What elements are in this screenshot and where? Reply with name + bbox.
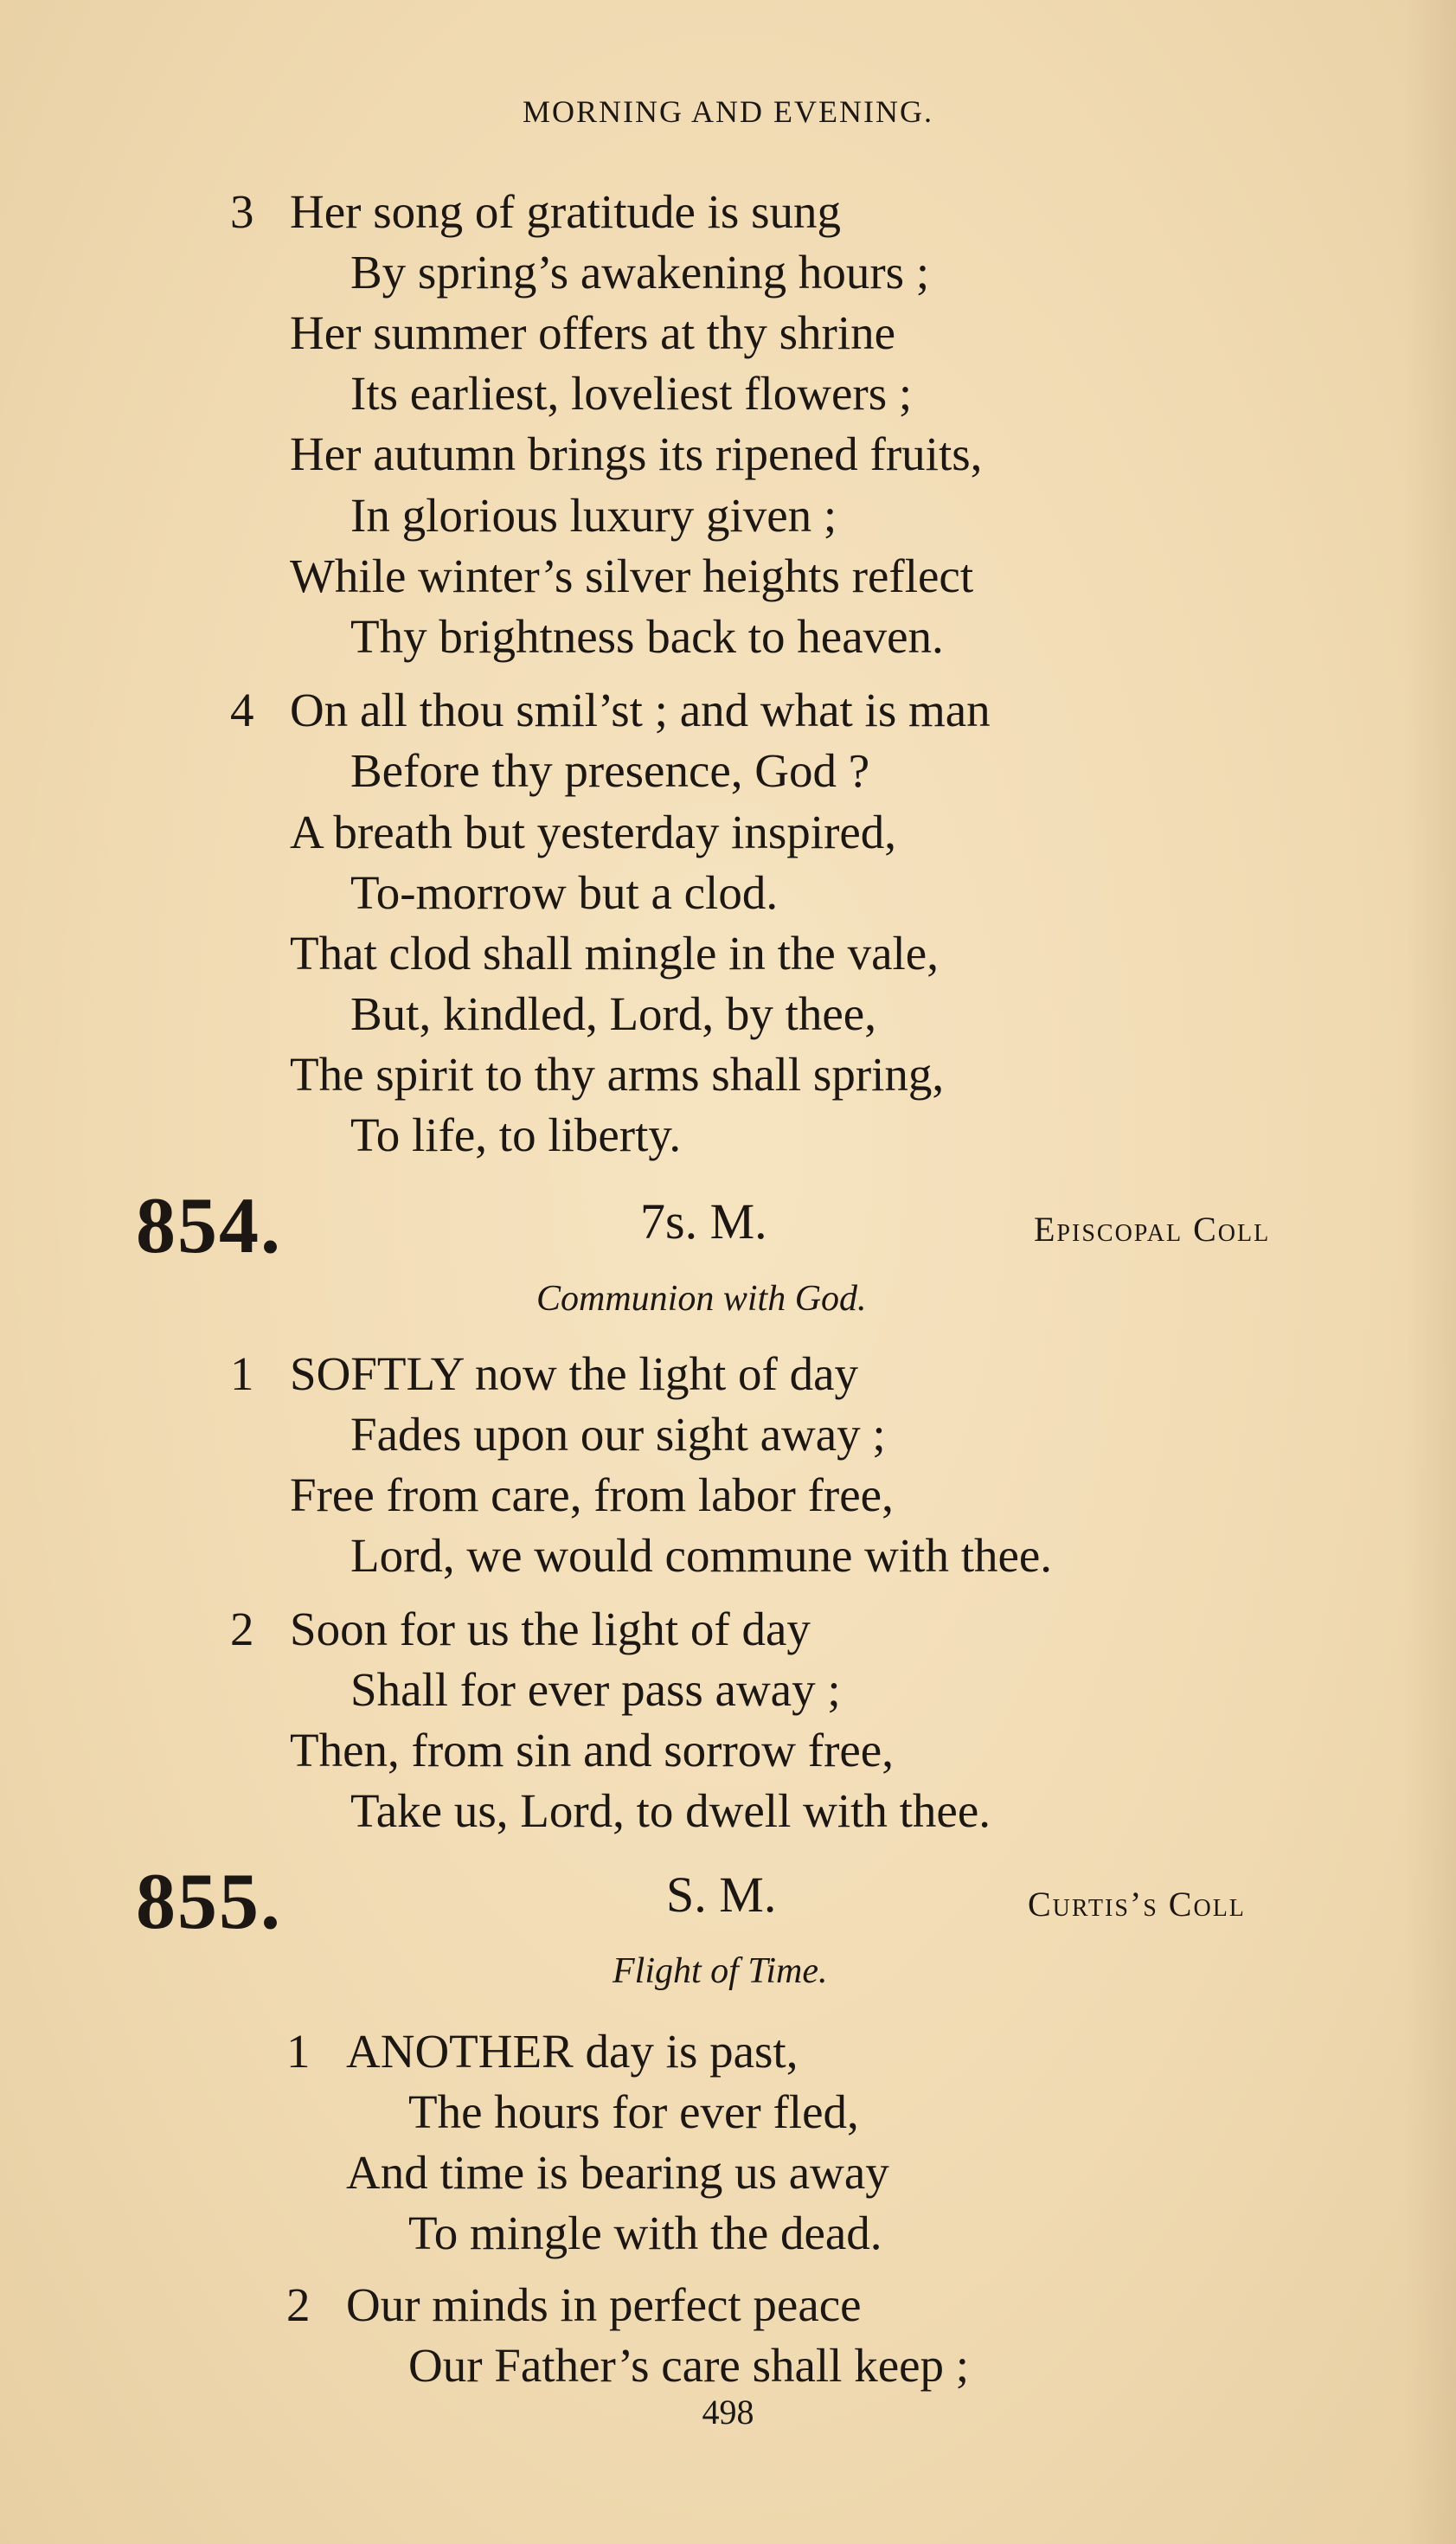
verse-line: Her autumn brings its ripened fruits, xyxy=(290,427,983,480)
stanza-number: 3 xyxy=(230,185,254,238)
verse-line: The spirit to thy arms shall spring, xyxy=(290,1048,945,1101)
verse-line: By spring’s awakening hours ; xyxy=(350,246,930,299)
verse-line: Soon for us the light of day xyxy=(290,1603,811,1655)
verse-line: While winter’s silver heights reflect xyxy=(290,549,974,602)
hymn-number: 854. xyxy=(136,1181,282,1269)
stanza-number: 2 xyxy=(286,2278,311,2331)
hymn-subject: Communion with God. xyxy=(536,1279,867,1319)
page-edge-shadow xyxy=(1404,0,1456,2544)
verse-line: Her summer offers at thy shrine xyxy=(290,306,896,359)
stanza-number: 1 xyxy=(230,1347,254,1400)
hymn-subject: Flight of Time. xyxy=(613,1951,828,1991)
verse-line: Shall for ever pass away ; xyxy=(350,1663,841,1716)
hymn-source: Curtis’s Coll xyxy=(1028,1885,1246,1924)
verse-line: Our minds in perfect peace xyxy=(346,2278,862,2331)
verse-line: To mingle with the dead. xyxy=(408,2207,882,2259)
verse-line: To life, to liberty. xyxy=(350,1108,682,1161)
verse-line: ANOTHER day is past, xyxy=(346,2025,799,2078)
verse-line: The hours for ever fled, xyxy=(408,2085,859,2138)
verse-line: But, kindled, Lord, by thee, xyxy=(350,987,876,1040)
verse-line: Its earliest, loveliest flowers ; xyxy=(350,367,913,420)
verse-line: Fades upon our sight away ; xyxy=(350,1408,886,1461)
hymn-source: Episcopal Coll xyxy=(1034,1210,1271,1249)
verse-line: Our Father’s care shall keep ; xyxy=(408,2339,970,2392)
verse-line: Thy brightness back to heaven. xyxy=(350,610,944,663)
verse-line: That clod shall mingle in the vale, xyxy=(290,927,939,980)
verse-line: Take us, Lord, to dwell with thee. xyxy=(350,1784,991,1837)
stanza-number: 1 xyxy=(286,2025,311,2078)
verse-line: SOFTLY now the light of day xyxy=(290,1347,858,1400)
verse-line: In glorious luxury given ; xyxy=(350,489,837,542)
verse-line: And time is bearing us away xyxy=(346,2146,889,2199)
hymn-meter: 7s. M. xyxy=(640,1193,767,1250)
verse-line: A breath but yesterday inspired, xyxy=(290,806,897,858)
verse-line: Lord, we would commune with thee. xyxy=(350,1529,1053,1582)
verse-line: Before thy presence, God ? xyxy=(350,744,870,797)
hymn-number: 855. xyxy=(136,1857,282,1945)
verse-line: To-morrow but a clod. xyxy=(350,866,779,919)
page-number: 498 xyxy=(702,2393,754,2432)
verse-line: Her song of gratitude is sung xyxy=(290,185,841,238)
hymn-meter: S. M. xyxy=(666,1866,777,1923)
stanza-number: 4 xyxy=(230,684,254,736)
verse-line: Then, from sin and sorrow free, xyxy=(290,1724,894,1776)
verse-line: Free from care, from labor free, xyxy=(290,1468,894,1521)
running-head: MORNING AND EVENING. xyxy=(523,94,933,129)
verse-line: On all thou smil’st ; and what is man xyxy=(290,684,991,736)
stanza-number: 2 xyxy=(230,1603,254,1655)
